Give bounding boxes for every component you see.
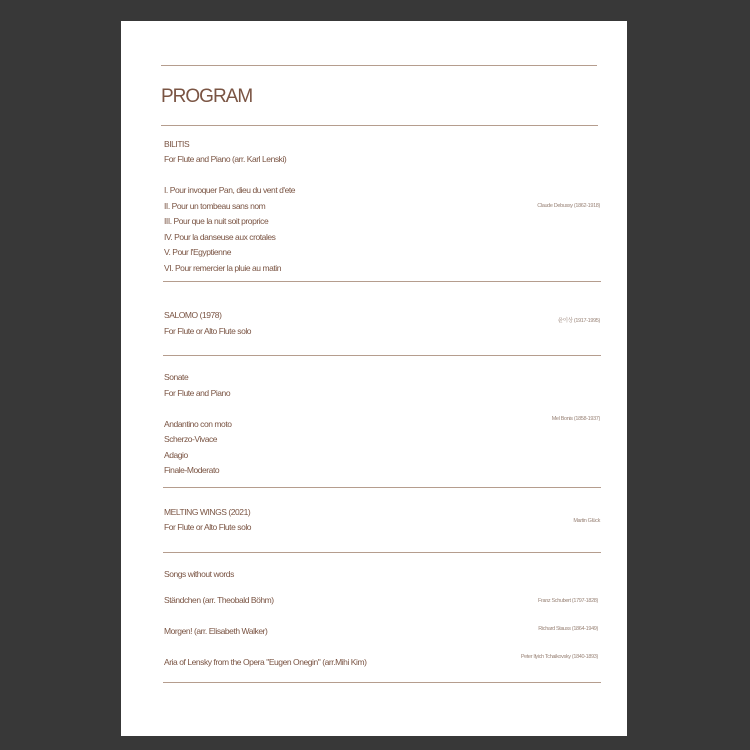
- composer: Mel Bonis (1858-1937): [551, 416, 600, 422]
- movement: Scherzo-Vivace: [164, 434, 218, 444]
- piece-title: Songs without words: [164, 569, 234, 579]
- composer: Martin Glück: [573, 518, 600, 524]
- movement: VI. Pour remercier la pluie au matin: [164, 263, 282, 273]
- movement: Andantino con moto: [164, 419, 232, 429]
- movement: Adagio: [164, 450, 188, 460]
- divider: [163, 281, 601, 282]
- piece-title: BILITIS: [164, 139, 190, 149]
- piece-title: SALOMO (1978): [164, 310, 222, 320]
- program-page: [121, 21, 627, 736]
- divider: [161, 125, 598, 126]
- piece-instrumentation: For Flute or Alto Flute solo: [164, 522, 252, 532]
- divider: [163, 487, 601, 488]
- composer: Franz Schubert (1797-1828): [538, 598, 598, 604]
- divider: [163, 552, 601, 553]
- composer: Peter Ilyich Tchaikovsky (1840-1893): [520, 654, 598, 660]
- piece-instrumentation: For Flute and Piano (arr. Karl Lenski): [164, 154, 287, 164]
- piece-instrumentation: For Flute and Piano: [164, 388, 231, 398]
- movement: IV. Pour la danseuse aux crotales: [164, 232, 276, 242]
- movement: I. Pour invoquer Pan, dieu du vent d'ete: [164, 185, 296, 195]
- composer: Claude Debussy (1862-1918): [537, 203, 600, 209]
- movement: V. Pour l'Egyptienne: [164, 247, 231, 257]
- divider-top: [161, 65, 597, 66]
- piece-title: MELTING WINGS (2021): [164, 507, 251, 517]
- piece-instrumentation: For Flute or Alto Flute solo: [164, 326, 252, 336]
- composer: 윤이상 (1917-1995): [557, 318, 600, 324]
- song-title: Ständchen (arr. Theobald Böhm): [164, 595, 274, 605]
- page-title: PROGRAM: [161, 86, 253, 107]
- movement: II. Pour un tombeau sans nom: [164, 201, 266, 211]
- divider: [163, 355, 601, 356]
- piece-title: Sonate: [164, 372, 189, 382]
- song-title: Aria of Lensky from the Opera "Eugen Onegin" (arr.Mihi Kim): [164, 657, 367, 667]
- movement: Finale-Moderato: [164, 465, 220, 475]
- divider-bottom: [163, 682, 601, 683]
- movement: III. Pour que la nuit soit proprice: [164, 216, 269, 226]
- song-title: Morgen! (arr. Elisabeth Walker): [164, 626, 268, 636]
- composer: Richard Stauss (1864-1949): [538, 626, 598, 632]
